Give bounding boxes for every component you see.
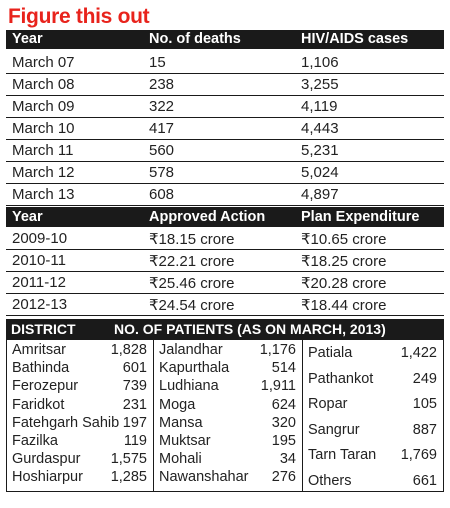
district-name: Tarn Taran [308, 447, 377, 463]
deaths-cases-cell: 1,106 [301, 54, 339, 71]
deaths-year-cell: March 09 [12, 98, 75, 115]
district-patient-count: 1,911 [260, 378, 296, 395]
deaths-cases-cell: 5,231 [301, 142, 339, 159]
header-plan-expenditure: Plan Expenditure [301, 209, 420, 225]
district-name: Nawanshahar [159, 469, 249, 486]
district-patient-count: 514 [271, 360, 296, 377]
district-name: Others [308, 472, 352, 489]
header-patients: NO. OF PATIENTS (AS ON MARCH, 2013) [114, 321, 386, 337]
expenditure-plan-cell: ₹18.25 crore [301, 253, 387, 270]
district-item [159, 451, 296, 469]
deaths-row [6, 51, 444, 74]
header-district: DISTRICT [11, 321, 76, 337]
expenditure-approved-cell: ₹24.54 crore [149, 297, 235, 314]
district-name: Mansa [159, 414, 203, 431]
deaths-year-cell: March 10 [12, 120, 75, 137]
district-item [12, 469, 147, 487]
district-patient-count: 105 [412, 396, 437, 412]
district-item [308, 473, 437, 491]
district-name: Jalandhar [159, 342, 223, 358]
district-item [308, 447, 437, 465]
header-year-2: Year [12, 209, 43, 225]
deaths-deaths-cell: 560 [149, 142, 175, 159]
district-patient-count: 231 [122, 396, 147, 413]
expenditure-row [6, 271, 444, 294]
district-item [12, 415, 147, 433]
expenditure-row [6, 249, 444, 272]
deaths-row [6, 183, 444, 206]
expenditure-year-cell: 2011-12 [12, 274, 66, 291]
district-name: Ferozepur [12, 378, 79, 395]
district-name: Mohali [159, 451, 202, 468]
header-approved-action: Approved Action [149, 209, 266, 225]
expenditure-plan-cell: ₹20.28 crore [301, 275, 387, 292]
district-column-3 [303, 339, 444, 492]
deaths-cases-cell: 4,119 [301, 98, 338, 115]
deaths-row [6, 73, 444, 96]
district-item [12, 451, 147, 469]
deaths-cases-cell: 5,024 [301, 164, 339, 181]
district-item [308, 371, 437, 389]
district-patient-count: 249 [412, 370, 437, 387]
district-item [159, 433, 296, 451]
deaths-deaths-cell: 578 [149, 164, 175, 181]
header-deaths: No. of deaths [149, 31, 241, 47]
district-column-1 [6, 339, 154, 492]
expenditure-plan-cell: ₹10.65 crore [301, 231, 387, 248]
district-item [12, 342, 147, 360]
district-name: Ropar [308, 396, 348, 412]
deaths-row [6, 161, 444, 184]
district-name: Ludhiana [159, 378, 219, 395]
expenditure-row [6, 227, 444, 250]
district-patient-count: 195 [271, 433, 296, 449]
district-patient-count: 887 [412, 421, 437, 438]
district-name: Faridkot [12, 396, 65, 413]
expenditure-row [6, 293, 444, 316]
district-item [308, 345, 437, 363]
district-name: Patiala [308, 345, 353, 361]
deaths-year-cell: March 13 [12, 186, 75, 203]
district-item [159, 415, 296, 433]
district-name: Amritsar [12, 342, 66, 358]
district-item [159, 342, 296, 360]
deaths-row [6, 117, 444, 140]
expenditure-approved-cell: ₹18.15 crore [149, 231, 235, 248]
district-patient-count: 34 [279, 451, 296, 468]
district-patient-count: 1,422 [400, 345, 437, 361]
deaths-deaths-cell: 238 [149, 76, 175, 93]
figure-title: Figure this out [8, 5, 150, 28]
deaths-year-cell: March 12 [12, 164, 75, 181]
district-item [12, 378, 147, 396]
header-hiv-cases: HIV/AIDS cases [301, 31, 409, 47]
district-name: Gurdaspur [12, 451, 81, 468]
district-name: Sangrur [308, 421, 360, 438]
district-item [12, 433, 147, 451]
district-name: Muktsar [159, 433, 211, 449]
district-name: Bathinda [12, 360, 70, 377]
district-patient-count: 1,769 [400, 447, 437, 463]
district-patient-count: 661 [412, 472, 437, 489]
expenditure-approved-cell: ₹22.21 crore [149, 253, 235, 270]
district-patient-count: 119 [123, 433, 147, 449]
district-item [159, 397, 296, 415]
district-table-header [6, 319, 444, 339]
district-patient-count: 1,575 [110, 451, 147, 468]
expenditure-table-header [6, 207, 444, 227]
deaths-year-cell: March 07 [12, 54, 75, 71]
deaths-deaths-cell: 608 [149, 186, 175, 203]
deaths-cases-cell: 4,897 [301, 186, 339, 203]
district-patient-count: 276 [271, 469, 296, 486]
district-item [159, 469, 296, 487]
deaths-row [6, 95, 444, 118]
deaths-cases-cell: 3,255 [301, 76, 339, 93]
expenditure-year-cell: 2009-10 [12, 230, 68, 247]
district-name: Moga [159, 396, 196, 413]
district-patient-count: 1,176 [259, 342, 296, 358]
district-name: Fatehgarh Sahib [12, 414, 120, 431]
deaths-deaths-cell: 322 [149, 98, 175, 115]
district-item [159, 378, 296, 396]
district-item [12, 397, 147, 415]
district-name: Kapurthala [159, 360, 230, 377]
expenditure-plan-cell: ₹18.44 crore [301, 297, 387, 314]
district-item [308, 422, 437, 440]
district-patient-count: 320 [271, 414, 296, 431]
district-patient-count: 197 [122, 414, 147, 431]
district-patient-count: 601 [122, 360, 147, 377]
district-patient-count: 1,828 [110, 342, 147, 358]
deaths-row [6, 139, 444, 162]
expenditure-approved-cell: ₹25.46 crore [149, 275, 235, 292]
district-patient-count: 739 [122, 378, 147, 395]
header-year: Year [12, 31, 43, 47]
deaths-deaths-cell: 15 [149, 54, 166, 71]
deaths-deaths-cell: 417 [149, 120, 175, 137]
district-item [308, 396, 437, 414]
district-item [12, 360, 147, 378]
district-column-2 [154, 339, 303, 492]
deaths-year-cell: March 08 [12, 76, 75, 93]
district-item [159, 360, 296, 378]
district-name: Pathankot [308, 370, 374, 387]
expenditure-year-cell: 2012-13 [12, 296, 68, 313]
district-patient-count: 1,285 [110, 469, 147, 486]
deaths-year-cell: March 11 [12, 142, 74, 159]
district-patient-count: 624 [271, 396, 296, 413]
deaths-table-header [6, 30, 444, 49]
district-name: Hoshiarpur [12, 469, 83, 486]
district-name: Fazilka [12, 433, 58, 449]
expenditure-year-cell: 2010-11 [12, 252, 66, 269]
deaths-cases-cell: 4,443 [301, 120, 339, 137]
